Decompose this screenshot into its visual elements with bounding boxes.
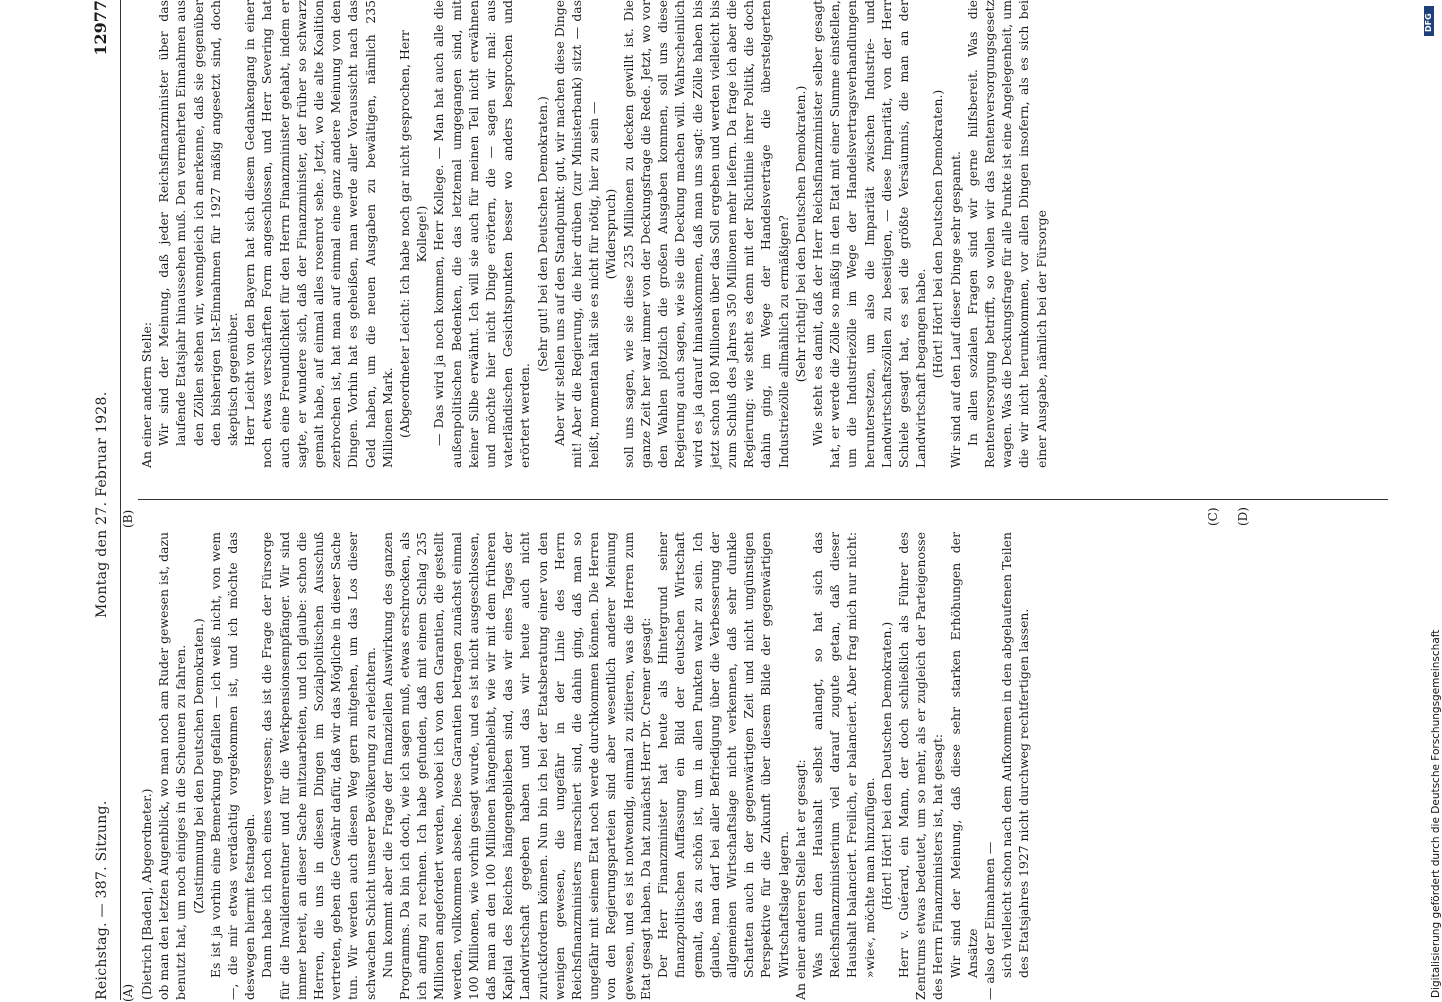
paragraph: Nun kommt aber die Frage der finanziellen Auswirkung des ganzen Programms. Da bin ich doch, wie ich sagen muß, etwas erschrocken, als ich anfing zu rechnen. Ich habe gefunden, daß mit einem Schlag 235 Millionen angefordert werden, wobei ich von den Garantien, die gestellt werden, vollkommen absehe. Diese Garantien betragen zunächst einmal 100 Millionen, wie vorhin gesagt wurde, und es ist nicht ausgeschlossen, daß man an den 100 Millionen hängenbleibt, wie wir mit dem früheren Kapital des Reiches hängengeblieben sind, das wir eines Tages der Landwirtschaft gegeben haben und das wir heute auch nicht zurückfordern können. Nun bin ich bei der Etatsberatung einer von den wenigen gewesen, die ungefähr in der Linie des Herrn Reichsfinanzministers marschiert sind, die dahin ging, daß man so ungefähr mit seinem Etat noch werde durchkommen können. Die Herren von den Regierungsparteien sind aber wesentlich anderer Meinung gewesen, und es ist notwendig, einmal zu zitieren, was die Herren zum Etat gesagt haben. Da hat zunächst Herr Dr. Cremer gesagt: <box>379 532 653 1000</box>
margin-label-c: (C) <box>1206 507 1220 526</box>
paragraph: Herr v. Guérard, ein Mann, der doch schließlich als Führer des Zentrums etwas bedeutet, um so mehr, als er zugleich der Parteigenosse des Herrn Finanzministers ist, hat gesagt: <box>895 532 946 1000</box>
paragraph: — also der Einnahmen — <box>981 841 997 1000</box>
interjection: (Sehr gut! bei den Deutschen Demokraten.) <box>534 96 550 372</box>
interjection: (Zustimmung bei den Deutschen Demokraten.) <box>190 618 206 914</box>
dfg-logo-text: DFG <box>1424 13 1433 32</box>
interjection: (Abgeordneter Leicht: Ich habe noch gar nicht gesprochen, Herr Kollege!) <box>397 30 430 438</box>
quotation: Wir sind der Meinung, daß jeder Reichsfinanzminister über das laufende Etatsjahr hinaussehen muß. Den vermehrten Einnahmen aus den Zöllen stehen wir, wenngleich ich anerkenne, daß sie gegenüber den bisherigen Ist-Einnahmen für 1927 mäßig angesetzt sind, doch skeptisch gegenüber. <box>156 0 241 446</box>
header-date: Montag den 27. Februar 1928. <box>94 391 110 618</box>
paragraph: soll uns sagen, wie sie diese 235 Millionen zu decken gewillt ist. Die ganze Zeit her war immer von der Deckungsfrage die Rede. Jetzt, wo vor den Wahlen plötzlich die großen Ausgaben kommen, soll uns diese Regierung auch sagen, wie sie die Deckung machen will. Wahrscheinlich wird es ja darauf hinauskommen, daß man uns sagt: die Zölle haben bis jetzt schon 180 Millionen über das Soll ergeben und werden vielleicht bis zum Schluß des Jahres 350 Millionen mehr liefern. Da frage ich aber die Regierung: wie steht es denn mit der Richtlinie ihrer Politik, die doch dahin ging, im Wege der Handelsverträge die überstelgerten Industriezölle allmählich zu ermäßigen? <box>620 0 791 468</box>
page-header <box>80 0 120 1000</box>
right-column <box>138 0 1393 468</box>
margin-label-b: (B) <box>121 509 135 528</box>
dfg-logo <box>1424 6 1434 36</box>
paragraph: Es ist ja vorhin eine Bemerkung gefallen — ich weiß nicht, von wem —, die mir etwas verdächtig vorgekommen ist, und ich möchte das deswegen hiermit festnageln. <box>207 532 258 1000</box>
margin-label-a: (A) <box>121 983 135 1002</box>
paragraph: An einer anderen Stelle hat er gesagt: <box>792 759 808 1000</box>
quotation: Was nun den Haushalt selbst anlangt, so hat sich das Reichsfinanzministerium viel darauf zugute getan, daß dieser Haushalt balanciert. Freilich, er balanciert. Aber frag mich nur nicht: »wie«, möchte man hinzufügen. <box>809 532 877 978</box>
left-column <box>138 532 1393 1000</box>
paragraph: ob man den letzten Augenblick, wo man noch am Ruder gewesen ist, dazu benutzt hat, um noch einiges in die Scheunen zu fahren. <box>156 532 189 1000</box>
interjection: (Sehr richtig! bei den Deutschen Demokraten.) <box>792 85 808 383</box>
quotation: Wir sind der Meinung, daß diese sehr starken Erhöhungen der Ansätze <box>947 532 980 978</box>
interjection: (Hört! Hört! bei den Deutschen Demokraten.) <box>878 621 894 911</box>
paragraph: Dann habe ich noch eines vergessen; das ist die Frage der Fürsorge für die Invalidenrentner und für die Werkpensionsempfänger. Wir sind immer bereit, an dieser Sache mitzuarbeiten, und ich glaube: schon die Herren, die uns in diesen Dingen im Sozialpolitischen Ausschuß vertreten, geben die Gewähr dafür, daß wir das Mögliche in dieser Sache tun. Wir werden auch diesen Weg gern mitgehen, um das Los dieser schwachen Schicht unserer Bevölkerung zu erleichtern. <box>259 532 378 1000</box>
margin-label-d: (D) <box>1236 507 1250 526</box>
column-divider <box>138 499 1388 500</box>
interjection: (Hört! Hört! bei den Deutschen Demokraten.) <box>930 89 946 379</box>
paragraph: Wie steht es damit, daß der Herr Reichsfinanzminister selber gesagt hat, er werde die Zölle so mäßig in den Etat mit einer Summe einstellen, um die Industriezölle im Wege der Handelsvertragsverhandlungen heruntersetzen, um also die Imparität zwischen Industrie- und Landwirtschaftszöllen zu beseitigen, — diese Imparität, von der Herr Schiele gesagt hat, es sei die größte Versäumnis, die man an der Landwirtschaft begangen habe. <box>809 0 929 468</box>
quotation: sich vielleicht schon nach dem Aufkommen in den abgelaufenen Teilen des Etatsjahres 1927 nicht durchweg rechtfertigen lassen. <box>999 532 1032 978</box>
document-page <box>80 0 1400 1000</box>
paragraph: In allen sozialen Fragen sind wir gerne hilfsbereit. Was die Rentenversorgung betrifft, so wollen wir das Rentenversorgungsgesetz wagen. Was die Deckungsfrage für alle Punkte ist eine Angelegenheit, um die wir nicht herumkommen, vor allen Dingen insofern, als es sich bei einer Ausgabe, nämlich bei der Fürsorge <box>964 0 1049 468</box>
digitization-credit: Digitalisierung gefördert durch die Deutsche Forschungsgemeinschaft <box>1430 629 1442 998</box>
header-left-title: Reichstag. — 387. Sitzung. <box>94 800 110 1000</box>
page-number: 12977 <box>91 0 110 56</box>
paragraph: Aber wir stellen uns auf den Standpunkt: gut, wir machen diese Dinge mit! Aber die Regierung, die hier drüben (zur Ministerbank) sitzt — das heißt, momentan hält sie es nicht für nötig, hier zu sein — <box>551 0 602 468</box>
paragraph: Herr Leicht von den Bayern hat sich diesem Gedankengang in einer noch etwas verschärften Form angeschlossen, und Herr Severing hat auch eine Freundlichkeit für den Herrn Finanzminister gehabt, indem er sagte, er wundere sich, daß der Finanzminister, der früher so schwarz gemalt habe, auf einmal alles rosenrot sehe. Jetzt, wo die alte Koalition zerbrochen ist, hat man auf einmal eine ganz andere Meinung von den Dingen. Vorhin hat es geheißen, man werde aller Voraussicht nach das Geld haben, um die neuen Ausgaben zu bewältigen, nämlich 235 Millionen Mark. <box>242 0 395 468</box>
paragraph: An einer andern Stelle: <box>139 321 154 468</box>
header-rule <box>120 0 121 1000</box>
interjection: (Widerspruch) <box>603 188 619 280</box>
paragraph: Wir sind auf den Lauf dieser Dinge sehr gespannt. <box>947 151 963 468</box>
paragraph: — Das wird ja noch kommen, Herr Kollege. — Man hat auch alle die außenpolitischen Bedenken, die das letztemal umgegangen sind, mit keiner Silbe erwähnt. Ich will sie auch für meinen Teil nicht erwähnen und möchte hier nicht Dinge erörtern, die — sagen wir mal: aus vaterländischen Gesichtspunkten besser wo anders besprochen und erörtert werden. <box>431 0 533 468</box>
paragraph: (Dietrich [Baden], Abgeordneter.) <box>139 788 154 1000</box>
quotation: Der Herr Finanzminister hat heute als Hintergrund seiner finanzpolitischen Auffassung ein Bild der deutschen Wirtschaft gemalt, das zu schön ist, um in allen Punkten wahr zu sein. Ich glaube, man darf bei aller Befriedigung über die Verbesserung der allgemeinen Wirtschaftslage nicht verkennen, daß sehr dunkle Schatten auch in der gegenwärtigen Zeit und nicht ungünstigen Perspektive für die Zukunft über diesem Bilde der gegenwärtigen Wirtschaftslage lagern. <box>655 532 791 978</box>
